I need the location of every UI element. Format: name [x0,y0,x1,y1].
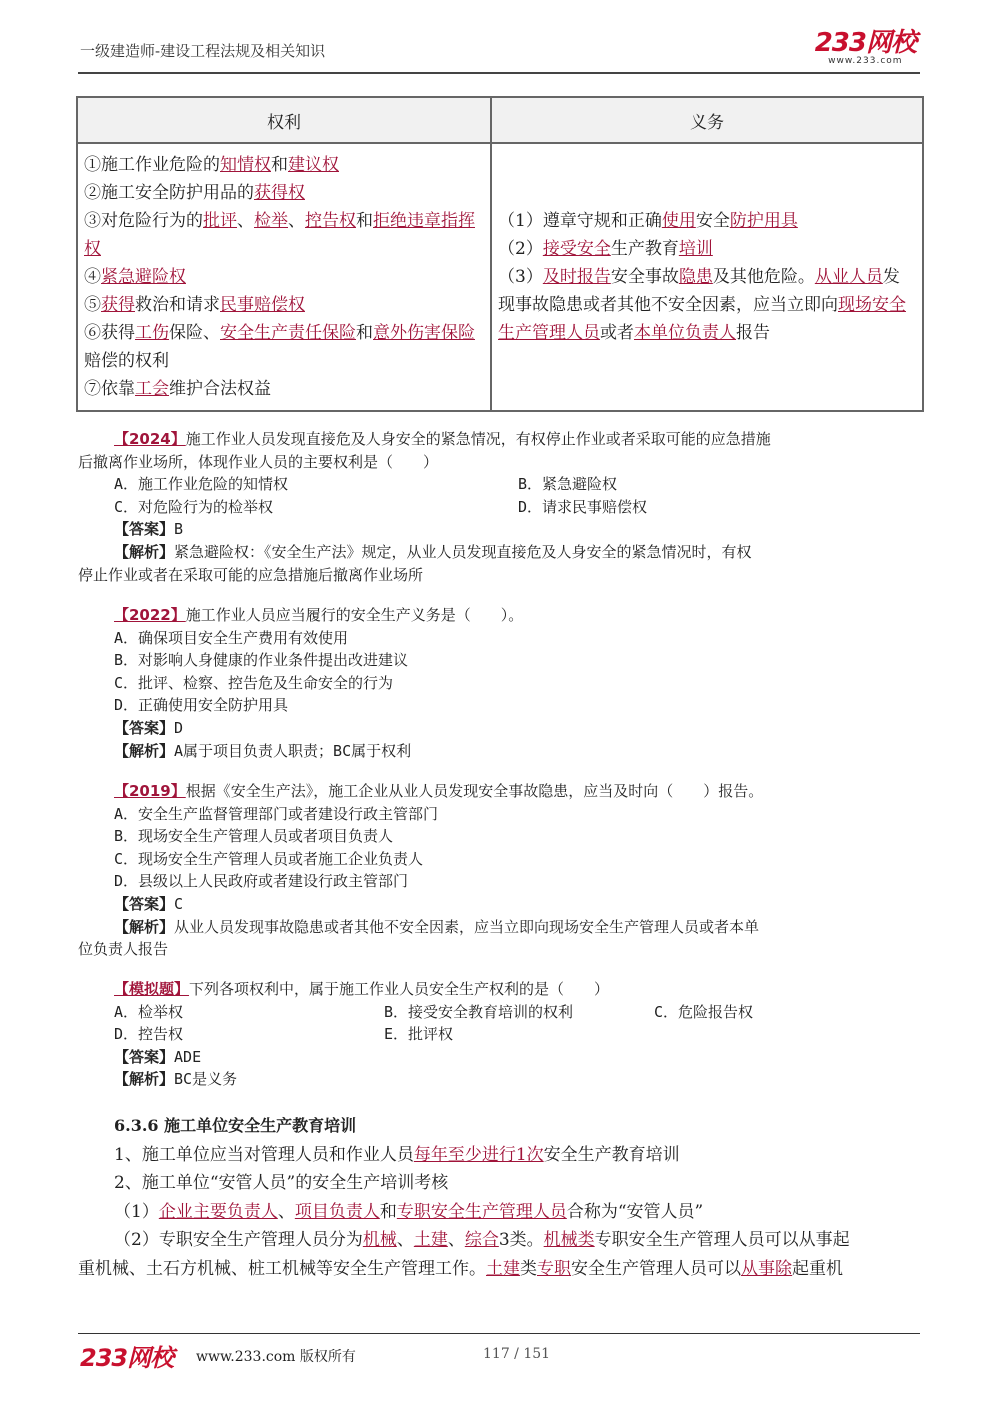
option-b: B．现场安全生产管理人员或者项目负责人 [114,827,394,846]
header-title: 一级建造师-建设工程法规及相关知识 [80,42,326,60]
rights-line [84,207,484,263]
question-stem: 施工作业人员发现直接危及人身安全的紧急情况，有权停止作业或者采取可能的应急措施 [185,430,771,448]
option-a: A．施工作业危险的知情权 [114,475,289,494]
answer-value: D [174,718,184,737]
answer-value: ADE [174,1047,202,1066]
explain-text: 从业人员发现事故隐患或者其他不安全因素，应当立即向现场安全生产管理人员或者本单 [174,917,760,936]
text-run: （2） [498,239,543,259]
explain-label: 【解析】 [114,542,175,561]
rights-duties-table [76,96,924,412]
text-run: （1）遵章守规和正确 [498,211,662,231]
answer-label: 【答案】 [114,520,175,539]
rights-header: 权利 [77,97,491,143]
footer-site: www.233.com 版权所有 [196,1349,356,1365]
explain-text: BC是义务 [174,1070,238,1089]
text-run: 安全生产教育培训 [543,1144,680,1165]
footer-divider [78,1333,920,1334]
highlighted-term: 每年至少进行1次 [413,1144,544,1165]
question-stem: 根据《安全生产法》，施工企业从业人员发现安全事故隐患，应当及时向（ ）报告。 [185,782,764,800]
answer-label: 【答案】 [114,718,175,737]
option-d: D．县级以上人民政府或者建设行政主管部门 [114,872,409,891]
explain-text-cont: 停止作业或者在采取可能的应急措施后撤离作业场所 [78,565,424,584]
explain-label: 【解析】 [114,1070,175,1089]
highlighted-term: 紧急避险权 [101,267,186,287]
duties-line [498,263,916,347]
question-tag: 【模拟题】 [114,980,190,998]
text-run: （3） [498,267,543,287]
text-run: 及其他危险。 [712,267,815,287]
option-a: A．检举权 [114,1002,184,1021]
section-line [78,1169,920,1198]
option-c: C．现场安全生产管理人员或者施工企业负责人 [114,849,424,868]
highlighted-term: 安全生产责任保险 [220,323,356,343]
question-stem: 施工作业人员应当履行的安全生产义务是（ ）。 [185,606,524,624]
explain-label: 【解析】 [114,917,175,936]
option-c: C．危险报告权 [654,1002,754,1021]
highlighted-term: 机械类 [543,1230,595,1250]
highlighted-term: 建议权 [288,155,339,175]
header-logo [815,30,916,66]
text-run: 救治和请求 [135,295,220,315]
text-run: ⑤ [84,295,101,315]
question-tag: 【2024】 [114,430,186,448]
text-run: 报告 [736,323,770,343]
section-line [78,1198,920,1227]
rights-line [84,263,484,291]
question-stem: 下列各项权利中，属于施工作业人员安全生产权利的是（ ） [189,980,610,998]
explain-text-cont: 位负责人报告 [78,940,169,959]
highlighted-term: 拒绝违章指挥权 [84,211,475,259]
highlighted-term: 获得 [101,295,135,315]
option-c: C．批评、检察、控告危及生命安全的行为 [114,673,394,692]
text-run: 、 [277,1201,295,1222]
duties-header: 义务 [491,97,923,143]
text-run: ⑥获得 [84,323,135,343]
text-run: 专职安全生产管理人员可以从事起 [594,1230,850,1250]
text-run: 起重机 [792,1258,843,1279]
highlighted-term: 本单位负责人 [634,323,736,343]
highlighted-term: 及时报告 [542,267,611,287]
question-2019 [78,780,920,961]
question-tag: 【2019】 [114,782,186,800]
highlighted-term: 土建 [486,1258,520,1279]
text-run: 或者 [600,323,634,343]
text-run: ①施工作业危险的 [84,155,220,175]
section-line [78,1255,920,1284]
option-d: D．正确使用安全防护用具 [114,696,289,715]
text-run: 合称为“安管人员” [566,1201,704,1222]
highlighted-term: 隐患 [678,267,713,287]
highlighted-term: 知情权 [220,155,271,175]
logo-text: 233网校 [814,28,916,58]
highlighted-term: 企业主要负责人 [158,1201,278,1222]
highlighted-term: 培训 [678,239,713,259]
highlighted-term: 控告权 [305,211,356,231]
text-run: 保险、 [169,323,220,343]
text-run: ②施工安全防护用品的 [84,183,254,203]
text-run: 安全事故 [610,267,679,287]
answer-value: B [174,520,184,539]
text-run: 和 [379,1201,397,1222]
section-line [78,1141,920,1170]
option-d: D．请求民事赔偿权 [518,497,648,516]
option-a: A．确保项目安全生产费用有效使用 [114,628,349,647]
answer-label: 【答案】 [114,894,175,913]
highlighted-term: 专职 [537,1258,571,1279]
rights-line [84,291,484,319]
option-c: C．对危险行为的检举权 [114,497,274,516]
explain-label: 【解析】 [114,741,175,760]
highlighted-term: 综合 [464,1230,499,1250]
duties-cell [491,143,923,411]
text-run: 安全生产管理人员可以 [571,1258,741,1279]
highlighted-term: 工伤 [135,323,169,343]
text-run: 类 [520,1258,537,1279]
rights-line [84,319,484,375]
text-run: ③对危险行为的 [84,211,203,231]
highlighted-term: 土建 [413,1230,448,1250]
section-6-3-6 [78,1112,920,1283]
duties-line [498,207,916,235]
section-heading: 6.3.6 施工单位安全生产教育培训 [114,1116,357,1135]
text-run: ④ [84,267,101,287]
text-run: 3类。 [498,1230,544,1250]
highlighted-term: 工会 [135,379,169,399]
rights-cell [77,143,491,411]
answer-value: C [174,894,184,913]
text-run: 重机械、土石方机械、桩工机械等安全生产管理工作。 [78,1258,486,1279]
highlighted-term: 批评 [203,211,237,231]
duties-line [498,235,916,263]
text-run: 维护合法权益 [169,379,271,399]
highlighted-term: 检举 [254,211,288,231]
text-run: 、 [288,211,305,231]
explain-text: A属于项目负责人职责；BC属于权利 [174,741,412,760]
text-run: （1） [114,1201,159,1222]
text-run: 赔偿的权利 [84,351,169,371]
text-run: 安全 [695,211,730,231]
option-e: E．批评权 [384,1025,454,1044]
text-run: 2、施工单位“安管人员”的安全生产培训考核 [114,1173,449,1193]
logo-url: www.233.com [828,56,903,66]
text-run: 、 [396,1230,414,1250]
text-run: 和 [356,323,373,343]
text-run: （2）专职安全生产管理人员分为 [114,1230,363,1250]
rights-line [84,179,484,207]
text-run: 、 [237,211,254,231]
text-run: 、 [447,1230,465,1250]
text-run: 1、施工单位应当对管理人员和作业人员 [114,1144,414,1165]
header-divider [78,72,920,74]
text-run: 和 [271,155,288,175]
answer-label: 【答案】 [114,1047,175,1066]
section-body [78,1141,920,1284]
option-b: B．接受安全教育培训的权利 [384,1002,574,1021]
question-2022 [78,604,920,762]
option-b: B．紧急避险权 [518,475,618,494]
highlighted-term: 接受安全 [542,239,611,259]
option-d: D．控告权 [114,1025,184,1044]
question-mock [78,978,920,1091]
highlighted-term: 项目负责人 [294,1201,380,1222]
highlighted-term: 获得权 [254,183,305,203]
highlighted-term: 意外伤害保险 [373,323,475,343]
rights-line [84,151,484,179]
explain-text: 紧急避险权：《安全生产法》规定，从业人员发现直接危及人身安全的紧急情况时，有权 [174,542,752,561]
highlighted-term: 使用 [661,211,696,231]
highlighted-term: 民事赔偿权 [220,295,305,315]
question-stem-cont: 后撤离作业场所，体现作业人员的主要权利是（ ） [78,452,439,471]
page-number: 117 / 151 [483,1346,551,1362]
option-b: B．对影响人身健康的作业条件提出改进建议 [114,651,409,670]
section-line [78,1226,920,1255]
highlighted-term: 从事除 [741,1258,792,1279]
highlighted-term: 机械 [362,1230,397,1250]
highlighted-term: 防护用具 [729,211,798,231]
text-run: ⑦依靠 [84,379,135,399]
text-run: 发现事故隐患或者其他不安全因素，应当立即向 [498,267,900,315]
highlighted-term: 专职安全生产管理人员 [396,1201,567,1222]
footer-logo: 233网校 [80,1344,174,1372]
highlighted-term: 现场安全生产管理人员 [498,295,906,343]
rights-line [84,375,484,403]
question-tag: 【2022】 [114,606,186,624]
question-2024 [78,428,920,586]
text-run: 生产教育 [610,239,679,259]
option-a: A．安全生产监督管理部门或者建设行政主管部门 [114,804,439,823]
highlighted-term: 从业人员 [814,267,883,287]
text-run: 和 [356,211,373,231]
